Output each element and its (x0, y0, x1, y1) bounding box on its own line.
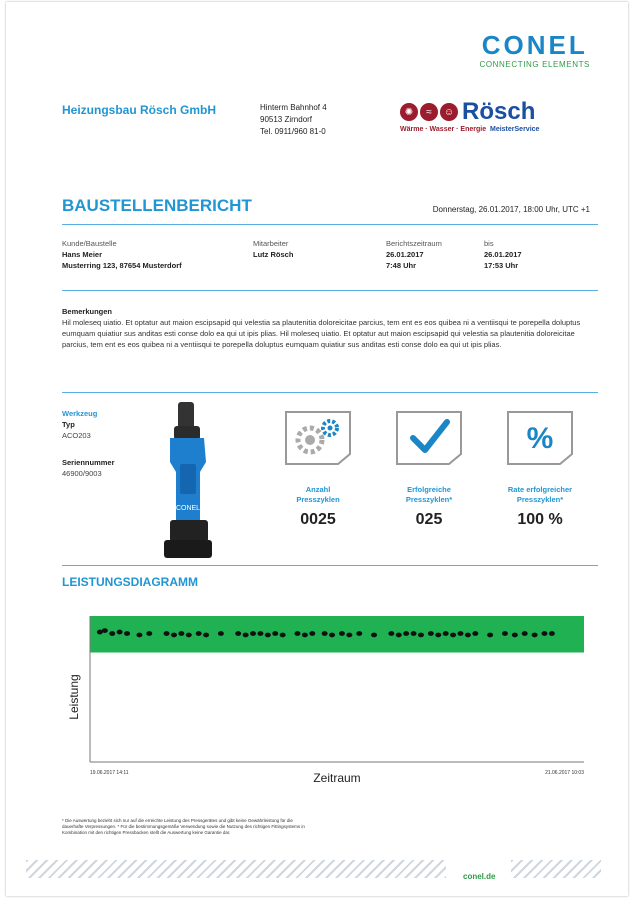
customer-info: Kunde/Baustelle Hans Meier Musterring 123, 87654 Musterdorf (62, 239, 182, 270)
brand-name: CONEL (481, 30, 588, 60)
company-name: Heizungsbau Rösch GmbH (62, 103, 217, 117)
data-point (502, 631, 508, 636)
x-start-label: 19.06.2017 14:11 (90, 770, 129, 776)
data-point (243, 633, 249, 638)
data-point (309, 631, 315, 636)
stat-label: Erfolgreiche Presszyklen* (405, 485, 453, 504)
data-point (435, 633, 441, 638)
svg-text:CONEL: CONEL (175, 505, 201, 512)
data-point (136, 633, 142, 638)
data-point (117, 630, 123, 635)
y-axis-label: Leistung (67, 674, 81, 720)
brand-tagline: CONNECTING ELEMENTS (479, 60, 590, 69)
remarks-section (62, 306, 592, 350)
address-line: Hinterm Bahnhof 4 (260, 103, 327, 112)
stat-label: Rate erfolgreicher Presszyklen* (507, 485, 573, 504)
period-start: Berichtszeitraum 26.01.2017 7:48 Uhr (386, 239, 442, 270)
data-point (322, 631, 328, 636)
data-point (178, 631, 184, 636)
data-point (522, 631, 528, 636)
data-point (465, 633, 471, 638)
data-point (541, 631, 547, 636)
data-point (257, 631, 263, 636)
data-point (487, 633, 493, 638)
address-line: 90513 Zirndorf (260, 115, 313, 124)
data-point (302, 633, 308, 638)
tool-type: ACO203 (62, 431, 91, 440)
footnote: * Die Auswertung bezieht sich nur auf die erreichte Leistung des Pressgerätes und gibt keine Gewährleistung für die dauerhafte Verpressungen. * Für die bestimmungsgemäße Verwendung sowie die Nutzung des richtigen Fittingsystems in Kombination mit den richtigen Pressbacken stellt die Auswertung keine Garantie dar. (62, 818, 305, 835)
data-point (196, 631, 202, 636)
data-point (164, 631, 170, 636)
data-point (512, 633, 518, 638)
gears-icon (284, 410, 352, 466)
percent-icon (506, 410, 574, 466)
data-point (265, 633, 271, 638)
stat-value: 0025 (300, 511, 336, 528)
data-point (346, 633, 352, 638)
conel-logo (479, 32, 590, 69)
data-point (411, 631, 417, 636)
press-tool-image (156, 402, 220, 562)
data-point (371, 633, 377, 638)
data-point (472, 631, 478, 636)
partner-logo (400, 100, 600, 133)
stat-rate (490, 410, 590, 529)
employee-info: Mitarbeiter Lutz Rösch (253, 239, 294, 259)
data-point (396, 633, 402, 638)
address-line: Tel. 0911/960 81-0 (260, 127, 326, 136)
footer-stripe (26, 860, 446, 878)
diagram-title: LEISTUNGSDIAGRAMM (62, 575, 198, 589)
report-page (6, 2, 628, 896)
data-point (203, 633, 209, 638)
data-point (388, 631, 394, 636)
performance-chart (66, 602, 596, 802)
data-point (458, 631, 464, 636)
remarks-title: Bemerkungen (62, 307, 113, 316)
data-point (171, 633, 177, 638)
data-point (428, 631, 434, 636)
data-point (218, 631, 224, 636)
stat-successful (379, 410, 479, 529)
data-point (280, 633, 286, 638)
footer-stripe (511, 860, 601, 878)
data-point (235, 631, 241, 636)
data-point (356, 631, 362, 636)
data-point (102, 628, 108, 633)
divider (62, 290, 598, 291)
data-point (146, 631, 152, 636)
company-address (260, 102, 327, 138)
checkmark-icon (395, 410, 463, 466)
sun-icon: ✺ (400, 103, 418, 121)
tool-serial: 46900/9003 (62, 469, 102, 478)
data-point (329, 633, 335, 638)
data-point (294, 631, 300, 636)
tool-heading: Werkzeug (62, 409, 98, 418)
period-end: bis 26.01.2017 17:53 Uhr (484, 239, 522, 270)
report-datetime: Donnerstag, 26.01.2017, 18:00 Uhr, UTC +1 (432, 205, 590, 214)
data-point (272, 631, 278, 636)
wave-icon: ≈ (420, 103, 438, 121)
stat-value: 025 (415, 511, 443, 528)
data-point (403, 631, 409, 636)
footer-website[interactable]: conel.de (463, 872, 496, 881)
data-point (339, 631, 345, 636)
stat-cycles (268, 410, 368, 529)
data-point (549, 631, 555, 636)
divider (62, 224, 598, 225)
x-end-label: 21.06.2017 10:03 (545, 770, 584, 776)
divider (62, 565, 598, 566)
data-point (109, 631, 115, 636)
stat-value: 100 % (517, 511, 563, 528)
data-point (418, 633, 424, 638)
partner-logo-name: Rösch (462, 98, 536, 125)
divider (62, 392, 598, 393)
partner-logo-tagline: Wärme · Wasser · Energie MeisterService (400, 126, 540, 133)
tool-info: Werkzeug Typ ACO203 Seriennummer 46900/9003 (62, 409, 115, 478)
data-point (532, 633, 538, 638)
data-point (450, 633, 456, 638)
data-point (186, 633, 192, 638)
report-title: BAUSTELLENBERICHT (62, 196, 252, 215)
data-point (124, 631, 130, 636)
x-axis-label: Zeitraum (313, 771, 361, 785)
stat-label: Anzahl Presszyklen (296, 485, 340, 504)
data-point (250, 631, 256, 636)
remarks-text: Hil moleseq uiatio. Et optatur aut maion escipsapid qui velestia sa plautenitia doloreicitae parcius, tem ent es eos quibea ni a ventiisqui te porepella doluptus eumquam quiatiur sus anditas esti conse dolo ea qui ut ipis plias. Hil moleseq uiatio. Et optatur aut maion escipsapid qui velestia sa plautenitia doloreicitae parcius, tem ent es eos quibea ni a ventiisqui te porepella doluptus eumquam quiatiur sus anditas esti conse dolo ea qui ut ipis plias. (62, 318, 581, 349)
svg-text:%: % (526, 422, 554, 455)
face-icon: ☺ (440, 103, 458, 121)
data-point (443, 631, 449, 636)
